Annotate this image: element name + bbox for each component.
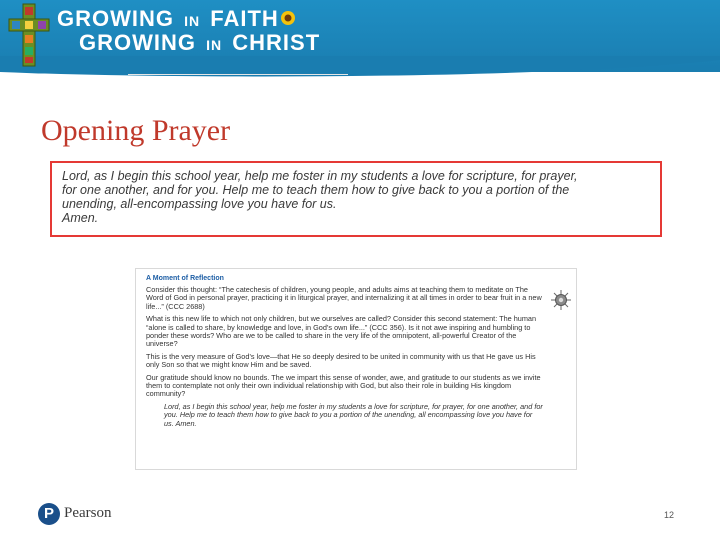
header-small-word: IN — [206, 37, 223, 53]
header-title-line-1 — [57, 6, 279, 32]
prayer-line: Amen. — [62, 211, 99, 225]
header-word: CHRIST — [232, 30, 321, 55]
scan-paragraph: Our gratitude should know no bounds. The we impart this sense of wonder, awe, and gratitude to our students as we invite them to contemplate not only their own individual relationship with God, but also their role in building His kingdom community? — [146, 372, 541, 399]
reflection-scan — [135, 268, 577, 470]
pearson-wordmark: Pearson — [64, 505, 112, 521]
sunflower-icon — [280, 10, 296, 26]
prayer-box — [50, 161, 662, 237]
scan-paragraph: Consider this thought: “The catechesis of children, young people, and adults aims at teaching them to meditate on The Word of God in personal prayer, practicing it in liturgical prayer, and internalizing it at all times in order to bear fruit in a new life...” (CCC 2688) — [146, 285, 542, 311]
pearson-mark: P — [38, 503, 60, 525]
header-word: FAITH — [210, 6, 279, 31]
header-word: GROWING — [57, 6, 174, 31]
scan-paragraph: This is the very measure of God’s love—that He so deeply desired to be united in community with us that He gave us His only Son so that we might know Him and be saved. — [146, 351, 536, 370]
header-word: GROWING — [79, 30, 196, 55]
page-title: Opening Prayer — [41, 114, 231, 147]
prayer-line: Lord, as I begin this school year, help me foster in my students a love for scripture, for prayer, — [62, 169, 578, 183]
page-number: 12 — [664, 510, 675, 520]
header-title-line-2 — [79, 30, 320, 56]
divider — [128, 74, 348, 75]
scan-title: A Moment of Reflection — [146, 275, 224, 282]
header-small-word: IN — [184, 13, 201, 29]
prayer-line: unending, all-encompassing love you have for us. — [62, 197, 337, 211]
scan-paragraph: What is this new life to which not only children, but we ourselves are called? Consider this second statement: The human “alone is called to share, by knowledge and love, in God’s own life...” (CCC 356). Is it not awe inspiring and humbling to ponder these words? Who are we to be called to share in the very life of the omnipotent, all-powerful Creator of the universe? — [146, 314, 537, 349]
cross-icon — [6, 2, 52, 68]
banner-wave — [0, 56, 720, 86]
prayer-line: for one another, and for you. Help me to teach them how to give back to you a portion of the — [62, 183, 570, 197]
sun-seal-icon — [550, 289, 572, 311]
scan-indented-prayer: Lord, as I begin this school year, help me foster in my students a love for scripture, for prayer, for one another, and for you. Help me to teach them how to give back to you a portion of the unending, all encompassing love you have for us. Amen. — [164, 401, 543, 428]
pearson-logo — [38, 503, 148, 525]
